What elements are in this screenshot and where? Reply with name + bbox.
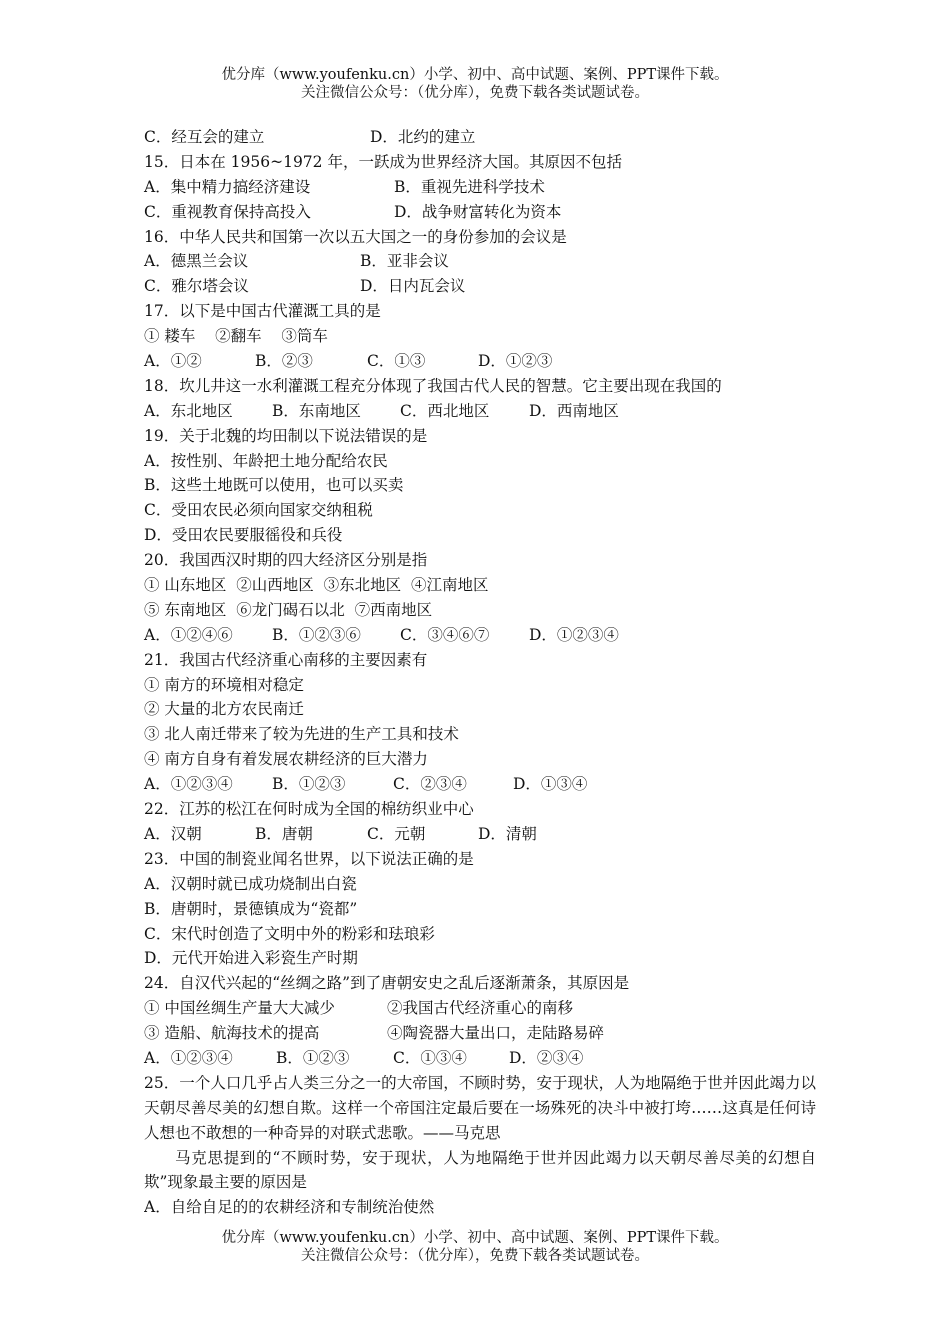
- page-header: [0, 66, 950, 102]
- q25-stem: 25．一个人口几乎占人类三分之一的大帝国，不顾时势，安于现状，人为地隔绝于世并因此竭力以天朝尽善尽美的幻想自欺。这样一个帝国注定最后要在一场殊死的决斗中被打垮……这真是任何诗人想也不敢想的一种奇异的对联式悲歌。——马克思: [144, 1073, 816, 1142]
- q19-option-b: B．这些土地既可以使用，也可以买卖: [144, 476, 404, 495]
- q15-option-b: B．重视先进科学技术: [394, 177, 545, 196]
- q23-stem: 23．中国的制瓷业闻名世界，以下说法正确的是: [144, 849, 474, 868]
- q15-options-ab: [144, 175, 816, 200]
- q15-option-a: A．集中精力搞经济建设: [144, 177, 311, 196]
- q20-stem: 20．我国西汉时期的四大经济区分别是指: [144, 551, 428, 570]
- q21-option-c: C．②③④: [393, 775, 467, 794]
- q21-item-2: ② 大量的北方农民南迁: [144, 700, 304, 719]
- q24-item-2: ②我国古代经济重心的南移: [387, 999, 574, 1018]
- q17-option-d: D．①②③: [478, 352, 553, 371]
- q18-option-d: D．西南地区: [529, 401, 619, 420]
- header-line-1: 优分库（www.youfenku.cn）小学、初中、高中试题、案例、PPT课件下载。: [221, 67, 729, 83]
- q19-option-d: D．受田农民要服徭役和兵役: [144, 526, 343, 545]
- q18-options: [144, 399, 816, 424]
- q16-stem: 16．中华人民共和国第一次以五大国之一的身份参加的会议是: [144, 227, 567, 246]
- q20-items-1: ① 山东地区 ②山西地区 ③东北地区 ④江南地区: [144, 576, 489, 595]
- q20-items-2: ⑤ 东南地区 ⑥龙门碣石以北 ⑦西南地区: [144, 600, 433, 619]
- q21-item-4: ④ 南方自身有着发展农耕经济的巨大潜力: [144, 750, 428, 769]
- q16-option-c: C．雅尔塔会议: [144, 277, 249, 296]
- q17-option-c: C．①③: [367, 352, 426, 371]
- q21-option-d: D．①③④: [513, 775, 588, 794]
- q18-stem: 18．坎儿井这一水利灌溉工程充分体现了我国古代人民的智慧。它主要出现在我国的: [144, 376, 722, 395]
- q17-option-a: A．①②: [144, 352, 202, 371]
- q23-option-a: A．汉朝时就已成功烧制出白瓷: [144, 874, 357, 893]
- q19-option-a: A．按性别、年龄把土地分配给农民: [144, 451, 388, 470]
- q21-item-1: ① 南方的环境相对稳定: [144, 675, 304, 694]
- q14-options-cd: [144, 125, 816, 150]
- q21-options: [144, 772, 816, 797]
- q19-option-c: C．受田农民必须向国家交纳租税: [144, 501, 373, 520]
- q21-stem: 21．我国古代经济重心南移的主要因素有: [144, 650, 428, 669]
- footer-line-2: 关注微信公众号：（优分库），免费下载各类试题试卷。: [301, 1248, 649, 1264]
- q16-options-cd: [144, 274, 816, 299]
- q24-item-1: ① 中国丝绸生产量大大减少: [144, 999, 335, 1018]
- q22-option-d: D．清朝: [478, 824, 537, 843]
- q24-option-a: A．①②③④: [144, 1048, 233, 1067]
- q14-option-d: D．北约的建立: [370, 128, 476, 146]
- q24-options: [144, 1046, 816, 1071]
- q21-option-a: A．①②③④: [144, 775, 233, 794]
- q22-option-a: A．汉朝: [144, 824, 202, 843]
- q22-option-c: C．元朝: [367, 824, 426, 843]
- q20-option-c: C．③④⑥⑦: [400, 625, 490, 644]
- q16-option-d: D．日内瓦会议: [360, 277, 466, 296]
- q16-option-b: B．亚非会议: [360, 252, 449, 271]
- q18-option-b: B．东南地区: [272, 401, 361, 420]
- q24-stem: 24．自汉代兴起的“丝绸之路”到了唐朝安史之乱后逐渐萧条，其原因是: [144, 974, 630, 993]
- q15-options-cd: [144, 200, 816, 225]
- q22-option-b: B．唐朝: [255, 824, 313, 843]
- q24-option-c: C．①③④: [393, 1048, 467, 1067]
- header-line-2: 关注微信公众号：（优分库），免费下载各类试题试卷。: [301, 85, 649, 101]
- q16-option-a: A．德黑兰会议: [144, 252, 249, 271]
- q20-options: [144, 623, 816, 648]
- q14-option-c: C．经互会的建立: [144, 128, 265, 146]
- q25-question: 马克思提到的“不顾时势，安于现状，人为地隔绝于世并因此竭力以天朝尽善尽美的幻想自欺”现象最主要的原因是: [144, 1148, 816, 1192]
- q15-option-c: C．重视教育保持高投入: [144, 202, 311, 221]
- q21-option-b: B．①②③: [272, 775, 346, 794]
- q15-stem: 15．日本在 1956~1972 年，一跃成为世界经济大国。其原因不包括: [144, 152, 622, 171]
- footer-line-1: 优分库（www.youfenku.cn）小学、初中、高中试题、案例、PPT课件下载。: [221, 1230, 729, 1246]
- exam-content: [144, 125, 816, 1220]
- q23-option-c: C．宋代时创造了文明中外的粉彩和珐琅彩: [144, 924, 435, 943]
- q23-option-b: B．唐朝时，景德镇成为“瓷都”: [144, 899, 358, 918]
- q23-option-d: D．元代开始进入彩瓷生产时期: [144, 949, 358, 968]
- page-footer: [0, 1229, 950, 1265]
- q21-item-3: ③ 北人南迁带来了较为先进的生产工具和技术: [144, 725, 459, 744]
- q17-stem: 17．以下是中国古代灌溉工具的是: [144, 302, 381, 321]
- q22-options: [144, 822, 816, 847]
- q19-stem: 19．关于北魏的均田制以下说法错误的是: [144, 426, 428, 445]
- q24-items-row-2: [144, 1021, 816, 1046]
- q17-items: ① 耧车 ②翻车 ③筒车: [144, 327, 328, 346]
- q22-stem: 22．江苏的松江在何时成为全国的棉纺织业中心: [144, 800, 474, 819]
- q15-option-d: D．战争财富转化为资本: [394, 202, 562, 221]
- q24-item-3: ③ 造船、航海技术的提高: [144, 1024, 320, 1043]
- q24-option-b: B．①②③: [276, 1048, 350, 1067]
- q20-option-b: B．①②③⑥: [272, 625, 361, 644]
- q24-item-4: ④陶瓷器大量出口，走陆路易碎: [387, 1024, 605, 1043]
- q18-option-c: C．西北地区: [400, 401, 490, 420]
- q17-options: [144, 349, 816, 374]
- q25-option-a: A．自给自足的的农耕经济和专制统治使然: [144, 1198, 435, 1217]
- q24-items-row-1: [144, 996, 816, 1021]
- q16-options-ab: [144, 249, 816, 274]
- q24-option-d: D．②③④: [509, 1048, 584, 1067]
- q20-option-a: A．①②④⑥: [144, 625, 233, 644]
- q18-option-a: A．东北地区: [144, 401, 233, 420]
- q20-option-d: D．①②③④: [529, 625, 619, 644]
- q17-option-b: B．②③: [255, 352, 313, 371]
